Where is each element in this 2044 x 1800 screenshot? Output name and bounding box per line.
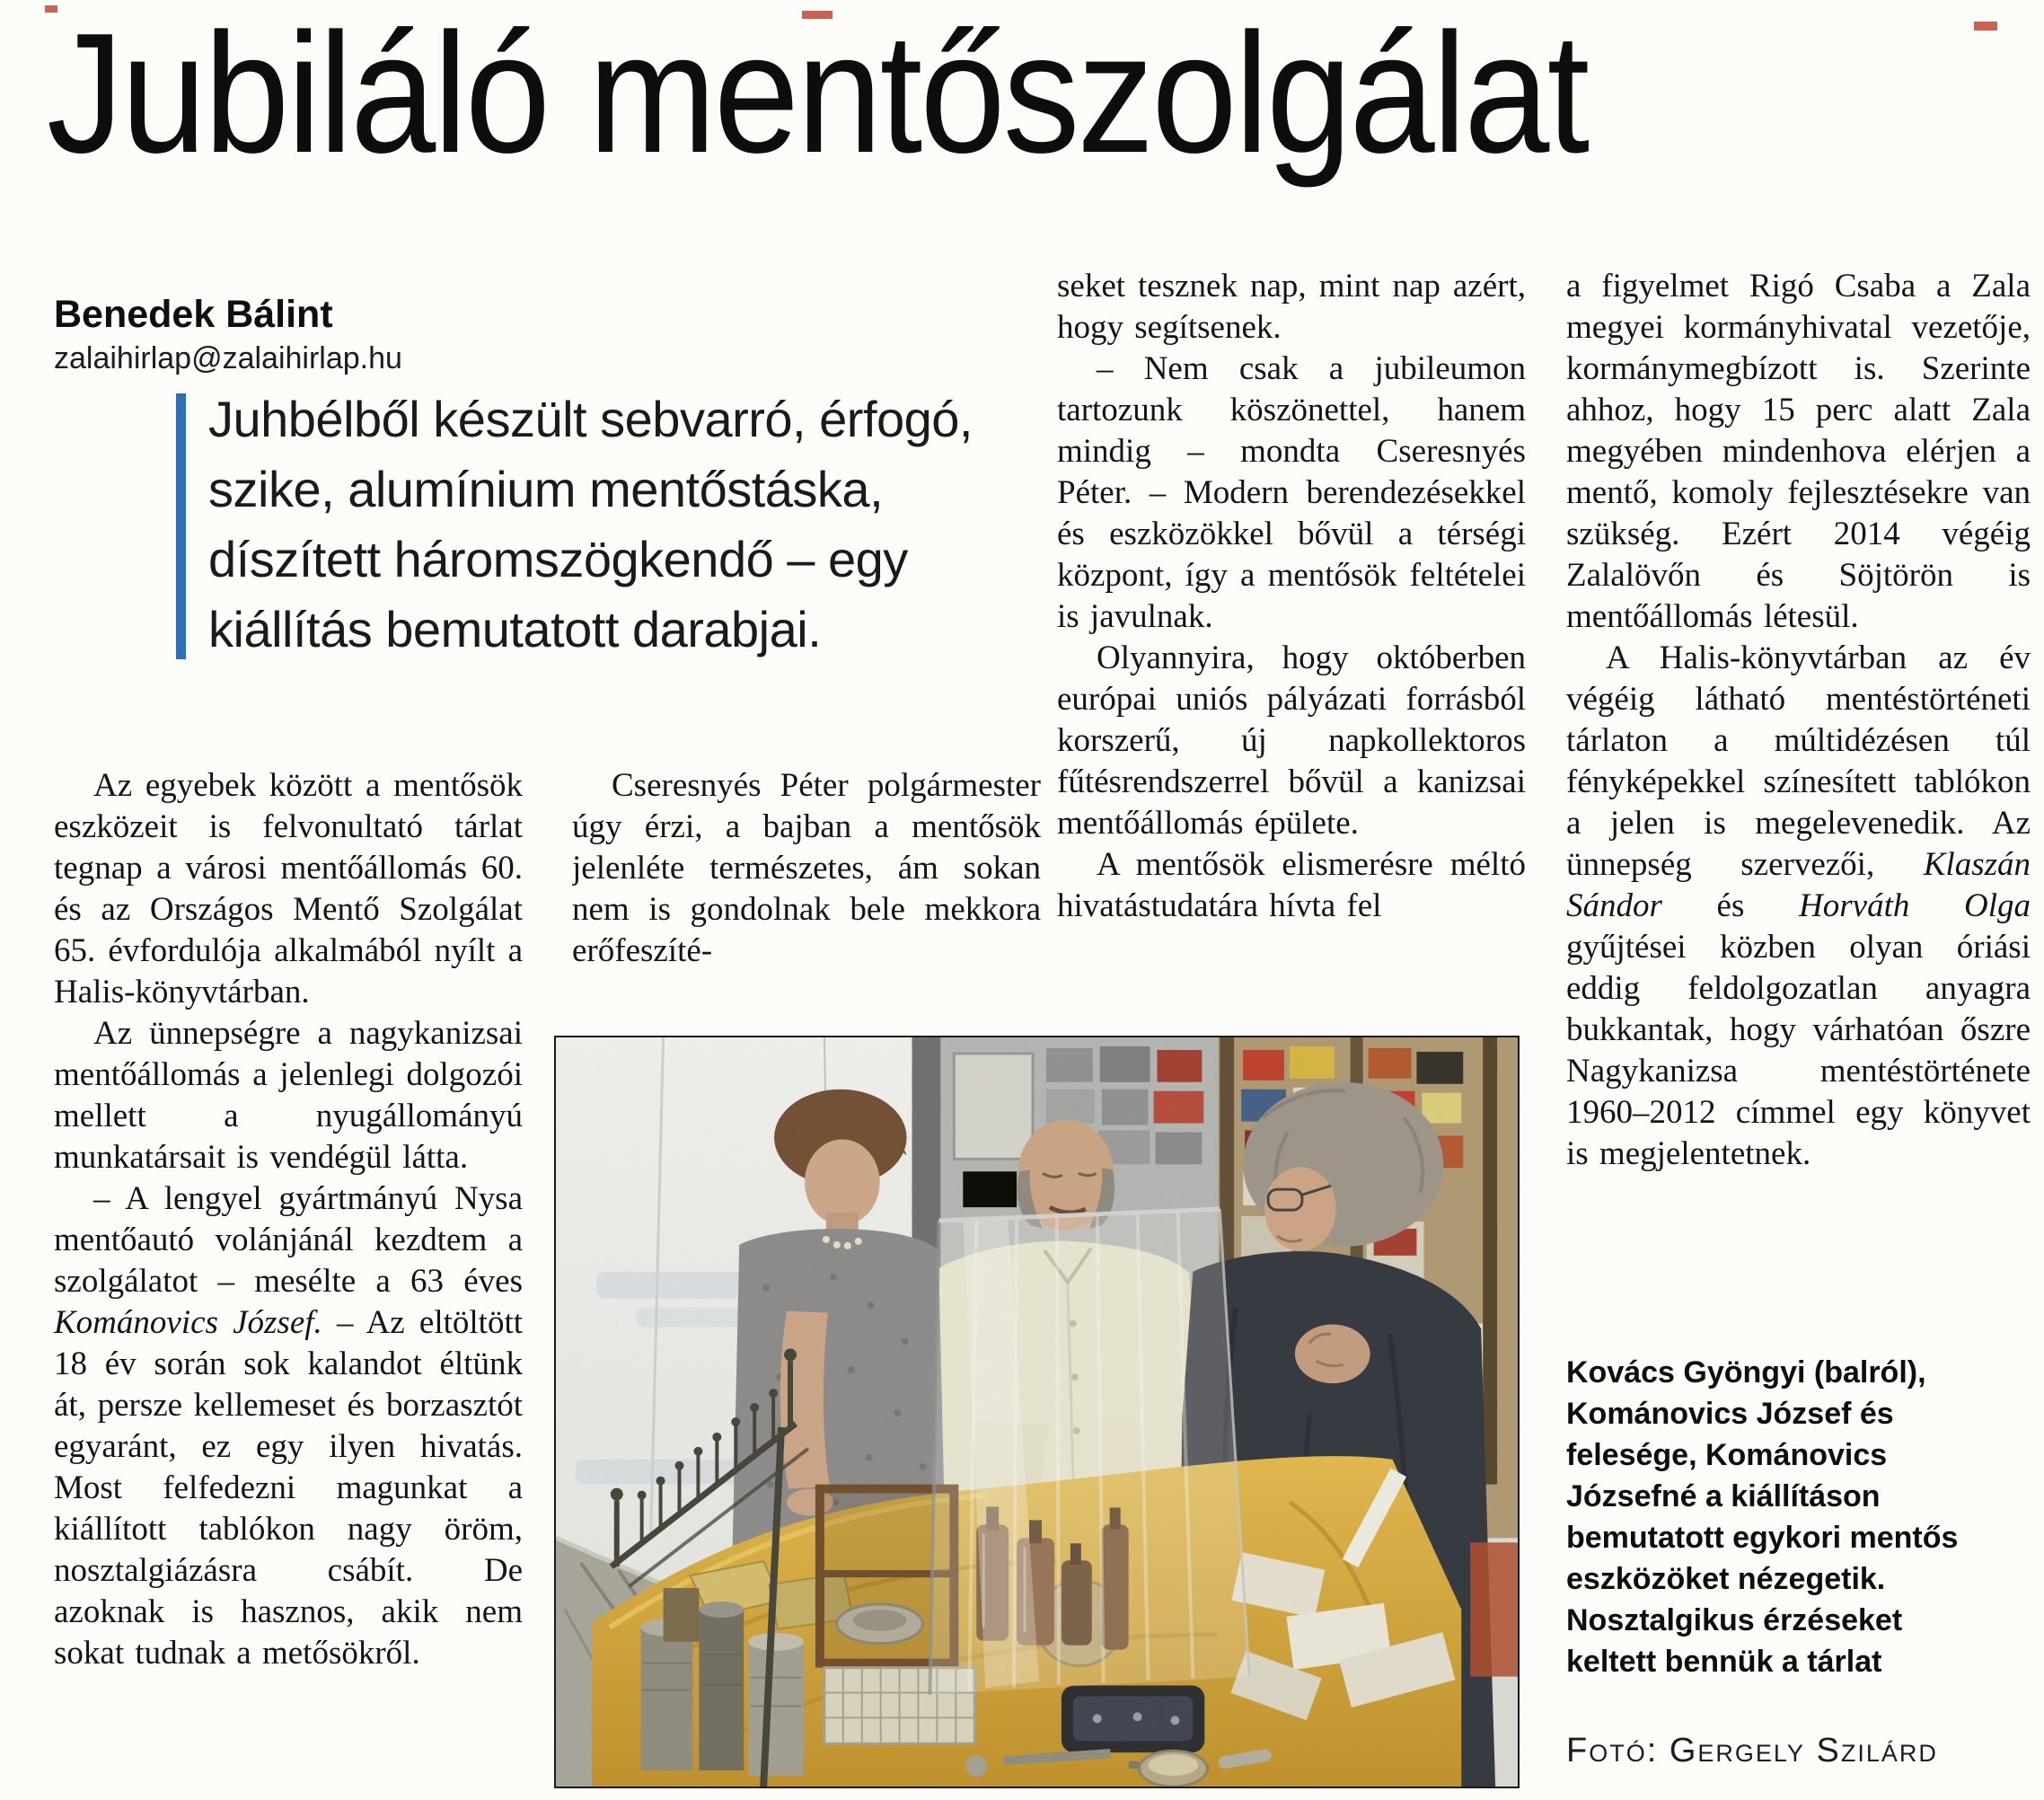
body-column-3 [1057, 266, 1526, 1002]
article-headline-text: Jubiláló mentőszolgálat [47, 0, 1588, 189]
body-column-2 [572, 765, 1041, 1008]
photo-grain [556, 1037, 1518, 1787]
body-paragraph: Cseresnyés Péter polgármester úgy érzi, a bajban a mentősök jelenléte természetes, ám sokan nem is gondolnak bele mekkora erőfeszíté- [572, 767, 1041, 969]
body-paragraph: A mentősök elismerésre méltó hivatástudatára hívta fel [1057, 846, 1526, 924]
body-column-1 [54, 765, 523, 1789]
body-paragraph: Az ünnepségre a nagykanizsai mentőállomás a jelenlegi dolgozói mellett a nyugállományú munkatársait is vendégül látta. [54, 1015, 523, 1176]
article-photo [554, 1036, 1520, 1788]
exhibition-photo-illustration [556, 1037, 1518, 1787]
body-paragraph: – A lengyel gyártmányú Nysa mentőautó volánjánál kezdtem a szolgálatot – mesélte a 63 éves Kománovics József. – Az eltöltött 18 év során sok kalandot éltünk át, persze kellemeset és borzasztót egyaránt, ez egy ilyen hivatás. Most felfedezni magunkat a kiállított tablókon nagy öröm, nosztalgiázásra csábít. De azoknak is hasznos, akik nem sokat tudnak a metősökről. [54, 1180, 523, 1672]
lead-accent-bar [176, 393, 186, 659]
body-paragraph: A Halis-könyvtárban az év végéig látható mentéstörténeti tárlaton a múltidézésen túl fényképekkel színesített tablókon a jelen is megelevenedik. Az ünnepség szervezői, Klaszán Sándor és Horváth Olga gyűjtései közben olyan óriási eddig feldolgozatlan anyagra bukkantak, hogy várhatóan őszre Nagykanizsa mentéstörténete 1960–2012 címmel egy könyvet is megjelentetnek. [1566, 640, 2031, 1172]
body-paragraph: Az egyebek között a mentősök eszközeit is felvonultató tárlat tegnap a városi mentőállomás 60. és az Országos Mentő Szolgálat 65. évfordulója alkalmából nyílt a Halis-könyvtárban. [54, 767, 523, 1010]
byline-email: zalaihirlap@zalaihirlap.hu [54, 341, 402, 375]
body-paragraph: seket tesznek nap, mint nap azért, hogy segítsenek. [1057, 268, 1526, 346]
byline-author: Benedek Bálint [54, 293, 333, 336]
body-paragraph: a figyelmet Rigó Csaba a Zala megyei kormányhivatal vezetője, kormánymegbízott is. Szerinte ahhoz, hogy 15 perc alatt Zala megyében mindenhova elérjen a mentő, komoly fejlesztésekre van szükség. Ezért 2014 végéig Zalalövőn és Söjtörön is mentőállomás létesül. [1566, 268, 2031, 635]
lead-paragraph: Juhbélből készült sebvarró, érfogó, szike, alumínium mentőstáska, díszített háromszögkendő – egy kiállítás bemutatott darabjai. [208, 391, 973, 657]
article-headline [47, 2, 2022, 190]
body-paragraph: – Nem csak a jubileumon tartozunk köszönettel, hanem mindig – mondta Cseresnyés Péter. – Modern berendezésekkel és eszközökkel bővül a térségi központ, így a mentősök feltételei is javulnak. [1057, 350, 1526, 635]
body-column-4 [1566, 266, 2031, 1272]
photo-caption: Kovács Gyöngyi (balról), Kománovics József és felesége, Kománovics Józsefné a kiállításon bemutatott egykori mentős eszközöket nézegetik. Nosztalgikus érzéseket keltett bennük a tárlat [1566, 1355, 1959, 1679]
body-paragraph: Olyannyira, hogy októberben európai uniós pályázati forrásból korszerű, új napkollektoros fűtésrendszerrel bővül a kanizsai mentőállomás épülete. [1057, 640, 1526, 842]
photo-credit: Fotó: Gergely Szilárd [1566, 1732, 1938, 1769]
